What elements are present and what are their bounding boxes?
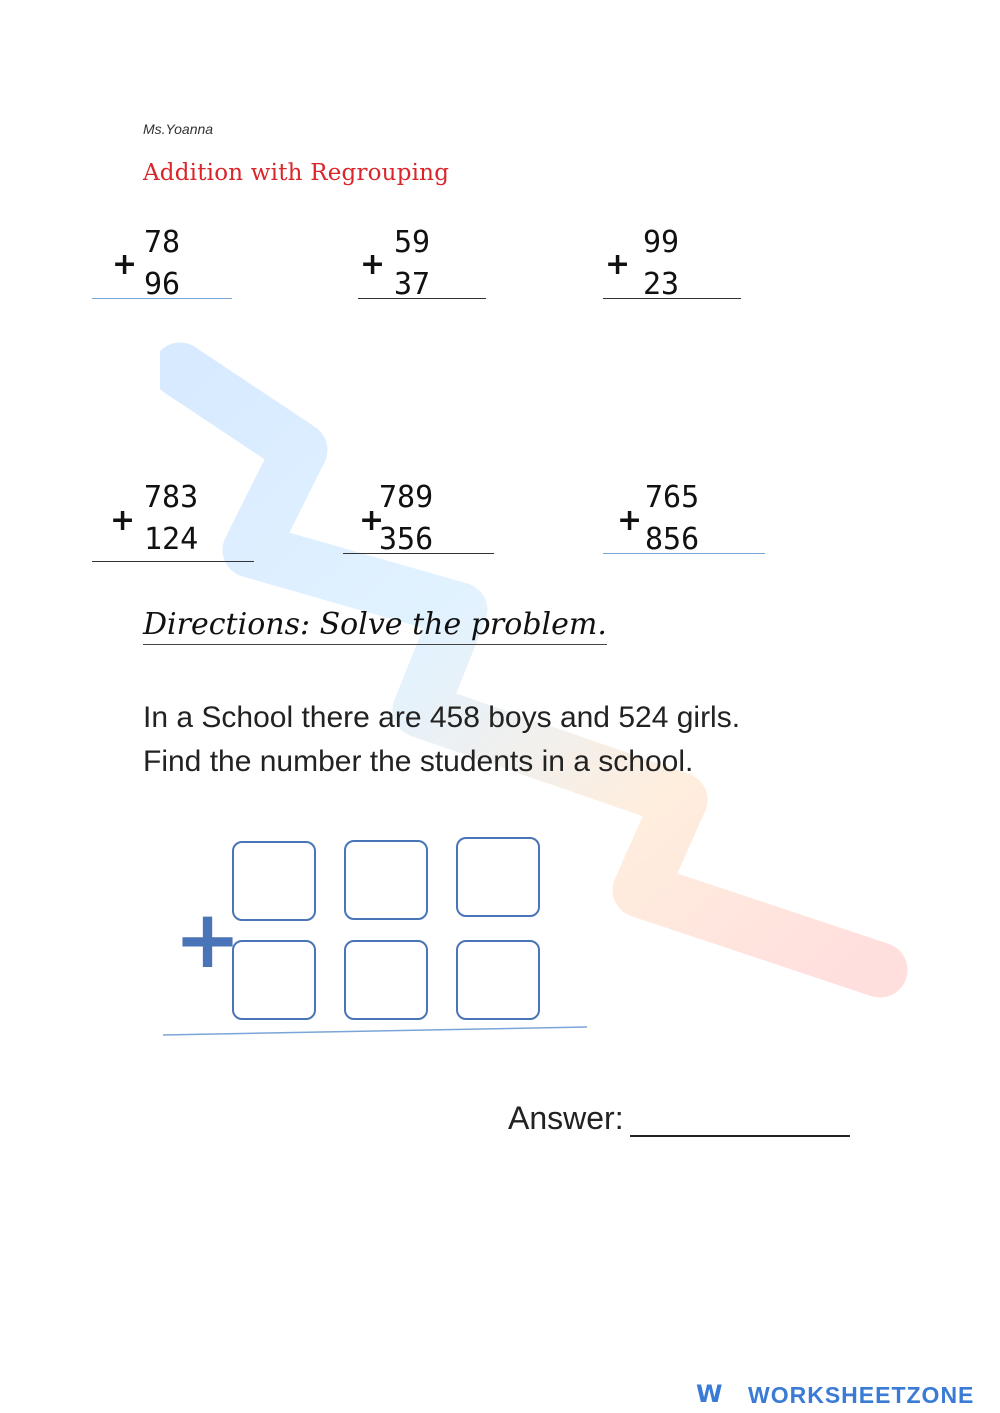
- addition-problem-2: [358, 225, 486, 305]
- word-problem-line-1: In a School there are 458 boys and 524 girls.: [143, 701, 741, 734]
- author-name: Ms.Yoanna: [143, 121, 214, 137]
- answer-line: [92, 298, 232, 299]
- digit-box-bottom-ones[interactable]: [456, 940, 540, 1020]
- answer-line: [603, 298, 741, 299]
- addend-top: 765: [645, 480, 700, 515]
- addition-problem-4: [92, 480, 254, 565]
- digit-box-top-ones[interactable]: [456, 837, 540, 917]
- directions-heading: Directions: Solve the problem.: [143, 607, 607, 645]
- digit-box-bottom-hundreds[interactable]: [232, 940, 316, 1020]
- answer-line: [92, 561, 254, 562]
- word-problem-line-2: Find the number the students in a school.: [143, 745, 694, 778]
- addend-bottom: 96: [144, 267, 181, 302]
- answer-blank[interactable]: [630, 1135, 850, 1137]
- plus-sign: +: [360, 247, 386, 282]
- answer-line: [358, 298, 486, 299]
- addend-bottom: 124: [144, 522, 199, 557]
- plus-sign: +: [605, 247, 631, 282]
- addend-top: 59: [394, 225, 431, 260]
- addend-bottom: 37: [394, 267, 431, 302]
- watermark-graphic: [160, 330, 920, 1030]
- addend-bottom: 356: [379, 522, 434, 557]
- addition-problem-3: [603, 225, 741, 305]
- digit-box-top-tens[interactable]: [344, 840, 428, 920]
- addition-problem-6: [603, 480, 765, 565]
- plus-sign: +: [359, 503, 385, 538]
- answer-label: Answer:: [508, 1100, 624, 1136]
- plus-sign: +: [112, 247, 138, 282]
- digit-box-bottom-tens[interactable]: [344, 940, 428, 1020]
- box-plus-sign: +: [174, 893, 242, 986]
- addend-top: 789: [379, 480, 434, 515]
- addend-top: 78: [144, 225, 181, 260]
- plus-sign: +: [617, 503, 643, 538]
- addition-problem-1: [92, 225, 232, 305]
- addend-bottom: 856: [645, 522, 700, 557]
- worksheetzone-logo: [690, 1380, 1000, 1410]
- logo-mark: W: [696, 1380, 723, 1408]
- answer-line: [343, 553, 494, 554]
- box-sum-line: [160, 1020, 590, 1040]
- addend-bottom: 23: [643, 267, 680, 302]
- plus-sign: +: [110, 503, 136, 538]
- addend-top: 783: [144, 480, 199, 515]
- logo-text: WORKSHEETZONE: [748, 1382, 975, 1408]
- answer-line: [603, 553, 765, 554]
- addition-problem-5: [343, 480, 494, 565]
- addend-top: 99: [643, 225, 680, 260]
- worksheet-title: Addition with Regrouping: [143, 160, 450, 186]
- word-problem: [143, 696, 740, 784]
- digit-box-top-hundreds[interactable]: [232, 841, 316, 921]
